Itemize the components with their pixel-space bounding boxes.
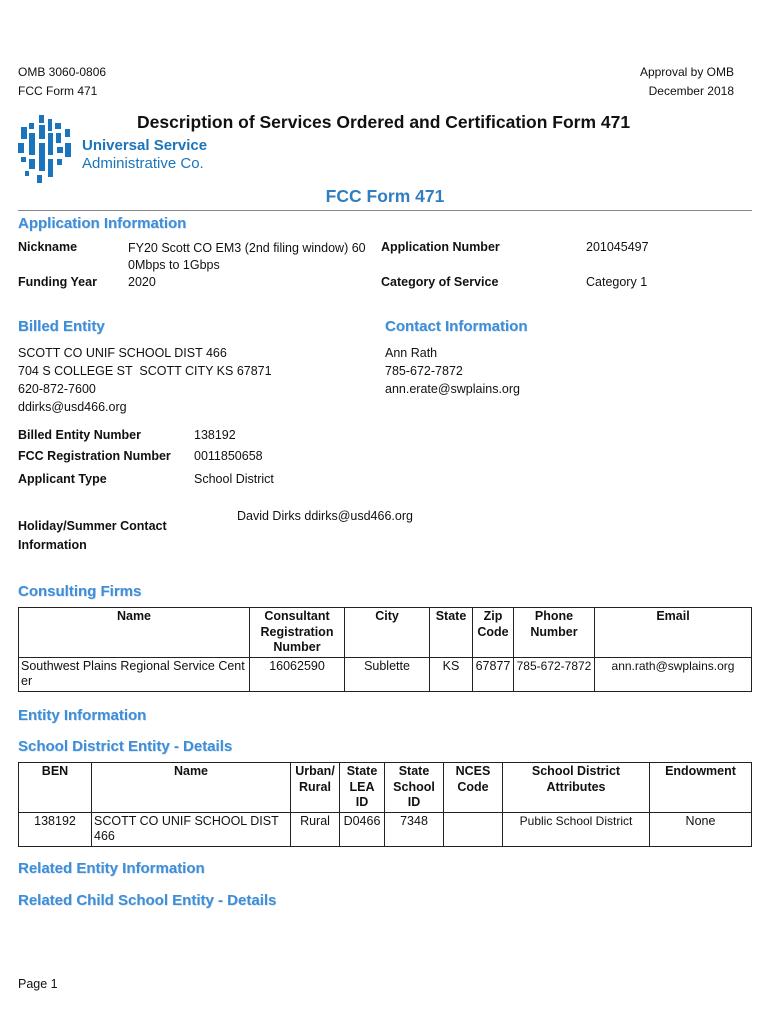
contact-information-block: [385, 344, 520, 398]
approval-date: December 2018: [648, 84, 734, 98]
heading-divider: [18, 210, 752, 211]
table-row: [19, 812, 752, 846]
col-email: Email: [595, 608, 752, 658]
holiday-contact-label: Holiday/Summer Contact Information: [18, 519, 167, 552]
entity-information-heading: Entity Information: [18, 707, 147, 724]
firm-zip: 67877: [473, 657, 514, 691]
firm-state: KS: [430, 657, 473, 691]
nickname-label: Nickname: [18, 240, 78, 254]
col-state-school-id: State School ID: [385, 763, 444, 813]
billed-entity-heading: Billed Entity: [18, 318, 105, 335]
consulting-firms-header-row: [19, 608, 752, 658]
category-of-service-label: Category of Service: [381, 275, 499, 289]
contact-email: ann.erate@swplains.org: [385, 382, 520, 396]
billed-entity-phone: 620-872-7600: [18, 382, 96, 396]
logo-line2: Administrative Co.: [82, 155, 204, 172]
col-zip-code: Zip Code: [473, 608, 514, 658]
contact-phone: 785-672-7872: [385, 364, 463, 378]
col-name: Name: [19, 608, 250, 658]
fcc-registration-number-value: 0011850658: [194, 449, 263, 463]
col-consultant-registration-number: Consultant Registration Number: [250, 608, 345, 658]
firm-registration-number: 16062590: [250, 657, 345, 691]
col-urban-rural: Urban/ Rural: [291, 763, 340, 813]
approval-text: Approval by OMB: [639, 65, 734, 79]
entity-nces-code: [444, 812, 503, 846]
col-city: City: [345, 608, 430, 658]
entity-ben: 138192: [19, 812, 92, 846]
firm-phone: 785-672-7872: [514, 657, 595, 691]
col-nces-code: NCES Code: [444, 763, 503, 813]
omb-header: [18, 63, 106, 101]
billed-entity-name: SCOTT CO UNIF SCHOOL DIST 466: [18, 346, 227, 360]
billed-entity-number-value: 138192: [194, 428, 236, 442]
applicant-type-value: School District: [194, 472, 274, 486]
application-information-heading: Application Information: [18, 215, 187, 232]
form-name-heading: FCC Form 471: [325, 186, 445, 206]
col-entity-name: Name: [92, 763, 291, 813]
document-title: Description of Services Ordered and Certification Form 471: [137, 112, 631, 132]
related-child-school-entity-details-heading: Related Child School Entity - Details: [18, 892, 277, 909]
applicant-type-label: Applicant Type: [18, 472, 107, 486]
firm-city: Sublette: [345, 657, 430, 691]
school-district-entity-details-heading: School District Entity - Details: [18, 738, 233, 755]
entity-school-district-attributes: Public School District: [503, 812, 650, 846]
col-state: State: [430, 608, 473, 658]
approval-header: [640, 63, 734, 101]
category-of-service-value: Category 1: [586, 275, 648, 289]
logo-line1: Universal Service: [82, 137, 208, 154]
col-state-lea-id: State LEA ID: [340, 763, 385, 813]
entity-endowment: None: [650, 812, 752, 846]
related-entity-information-heading: Related Entity Information: [18, 860, 205, 877]
col-phone-number: Phone Number: [514, 608, 595, 658]
firm-name: Southwest Plains Regional Service Center: [19, 657, 250, 691]
application-number-label: Application Number: [381, 240, 500, 254]
contact-information-heading: Contact Information: [385, 318, 528, 335]
page-number: Page 1: [18, 977, 58, 991]
application-number-value: 201045497: [586, 240, 649, 254]
entity-state-lea-id: D0466: [340, 812, 385, 846]
entity-state-school-id: 7348: [385, 812, 444, 846]
col-endowment: Endowment: [650, 763, 752, 813]
table-row: [19, 657, 752, 691]
fcc-registration-number-label: FCC Registration Number: [18, 449, 171, 463]
usac-logo-icon: [15, 113, 79, 185]
contact-name: Ann Rath: [385, 346, 438, 360]
omb-number: OMB 3060-0806: [18, 65, 107, 79]
billed-entity-address: 704 S COLLEGE ST SCOTT CITY KS 67871: [18, 364, 272, 378]
entity-name: SCOTT CO UNIF SCHOOL DIST 466: [92, 812, 291, 846]
entity-urban-rural: Rural: [291, 812, 340, 846]
firm-email: ann.rath@swplains.org: [595, 657, 752, 691]
funding-year-label: Funding Year: [18, 275, 97, 289]
nickname-value: FY20 Scott CO EM3 (2nd filing window) 600Mbps to 1Gbps: [128, 241, 366, 272]
school-district-entity-table: [18, 762, 752, 847]
col-ben: BEN: [19, 763, 92, 813]
holiday-contact-value: David Dirks ddirks@usd466.org: [237, 509, 413, 523]
funding-year-value: 2020: [128, 275, 156, 289]
billed-entity-address-block: [18, 344, 272, 416]
consulting-firms-heading: Consulting Firms: [18, 583, 142, 600]
consulting-firms-table: [18, 607, 752, 692]
form-number: FCC Form 471: [18, 84, 98, 98]
entity-header-row: [19, 763, 752, 813]
col-school-district-attributes: School District Attributes: [503, 763, 650, 813]
billed-entity-email: ddirks@usd466.org: [18, 400, 127, 414]
billed-entity-number-label: Billed Entity Number: [18, 428, 141, 442]
